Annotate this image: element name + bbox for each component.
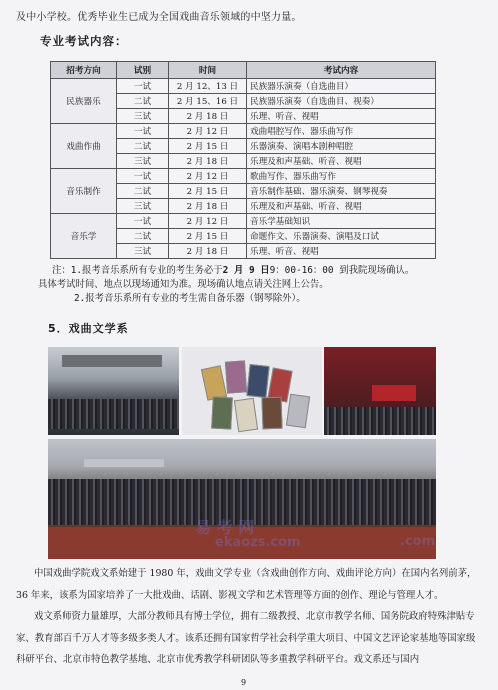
date-cell: 2 月 12 日 [169,214,247,229]
note-1-prefix: 注：1.报考音乐系所有专业的考生务必于 [52,265,223,276]
date-cell: 2 月 15 日 [169,184,247,199]
section-heading-drama-literature: 5．戏曲文学系 [48,322,129,335]
paragraph-faculty-text: 戏文系师资力量雄厚，大部分教师具有博士学位，拥有二级教授、北京市教学名师、国务院政府特殊津贴专家、教育部百千万人才等多级多类人才。该系还拥有国家哲学社会科学重大项目、中国文艺评论家基地等国家级科研平台、北京市特色教学基地、北京市优秀教学科研团队等多重教学科研平台。戏文系还与国内 [16,611,476,665]
header-time: 时间 [169,62,247,79]
header-direction: 招考方向 [51,62,117,79]
stage-cell: 三试 [117,199,169,214]
date-cell: 2 月 18 日 [169,154,247,169]
date-cell: 2 月 18 日 [169,109,247,124]
direction-cell: 音乐制作 [51,169,117,214]
table-row [51,169,436,184]
content-cell: 乐理、听音、视唱 [247,244,436,259]
stage-cell: 二试 [117,229,169,244]
stage-cell: 三试 [117,154,169,169]
photo-campus-gate-group [48,347,179,435]
header-content: 考试内容 [247,62,436,79]
table-row [51,124,436,139]
watermark-url: ekaozs.com [215,535,301,550]
stage-cell: 一试 [117,79,169,94]
stage-cell: 一试 [117,214,169,229]
date-cell: 2 月 15、16 日 [169,94,247,109]
date-cell: 2 月 18 日 [169,199,247,214]
stage-cell: 三试 [117,244,169,259]
exam-notes [16,264,486,306]
date-cell: 2 月 18 日 [169,244,247,259]
intro-text: 及中小学校。优秀毕业生已成为全国戏曲音乐领域的中坚力量。 [16,12,302,23]
date-cell: 2 月 12 日 [169,124,247,139]
paragraph-faculty [16,606,482,671]
content-cell: 歌曲写作、器乐曲写作 [247,169,436,184]
direction-cell: 民族器乐 [51,79,117,124]
date-cell: 2 月 12、13 日 [169,79,247,94]
note-2: 2.报考音乐系所有专业的考生需自备乐器（钢琴除外）。 [74,293,306,304]
content-cell: 乐理、听音、视唱 [247,109,436,124]
stage-cell: 二试 [117,184,169,199]
stage-cell: 二试 [117,139,169,154]
paragraph-history-text: 中国戏曲学院戏文系始建于 1980 年，戏曲文学专业（含戏曲创作方向、戏曲评论方向）在国内名列前茅，36 年来，该系为国家培养了一大批戏曲、话剧、影视文学和艺术管理等方面的创作、理论与管理人才。 [16,568,477,601]
table-row [51,214,436,229]
content-cell: 音乐学基础知识 [247,214,436,229]
table-row [51,79,436,94]
stage-cell: 一试 [117,169,169,184]
content-cell: 乐理及和声基础、听音、视唱 [247,154,436,169]
content-cell: 命题作文、乐器演奏、演唱及口试 [247,229,436,244]
date-cell: 2 月 15 日 [169,229,247,244]
content-cell: 民族器乐演奏（自选曲目） [247,79,436,94]
stage-cell: 二试 [117,94,169,109]
table-header-row [51,62,436,79]
content-cell: 戏曲唱腔写作、器乐曲写作 [247,124,436,139]
content-cell: 民族器乐演奏（自选曲目、视奏） [247,94,436,109]
watermark-text: 易 考 网 [195,518,255,537]
campus-gate [62,355,162,367]
photo-books [182,347,322,435]
content-cell: 乐理及和声基础、听音、视唱 [247,199,436,214]
content-cell: 音乐制作基础、器乐演奏、钢琴视奏 [247,184,436,199]
direction-cell: 音乐学 [51,214,117,259]
exam-schedule-table [50,61,436,259]
photo-stage-event [324,347,436,435]
direction-cell: 戏曲作曲 [51,124,117,169]
note-1-date: 2 月 9 日 [222,265,270,276]
paragraph-history [16,563,482,606]
date-cell: 2 月 12 日 [169,169,247,184]
header-stage: 试别 [117,62,169,79]
note-1-suffix: 9：00-16：00 到我院现场确认。 [269,265,415,276]
page-number: 9 [241,678,247,687]
date-cell: 2 月 15 日 [169,139,247,154]
content-cell: 乐器演奏、演唱本剧种唱腔 [247,139,436,154]
note-1-continued: 具体考试时间、地点以现场通知为准。现场确认地点请关注网上公告。 [38,279,329,290]
note-1 [16,264,486,278]
exam-content-heading: 专业考试内容： [40,34,128,48]
watermark-url-right: .com [400,534,436,549]
stage-cell: 三试 [117,109,169,124]
stage-cell: 一试 [117,124,169,139]
